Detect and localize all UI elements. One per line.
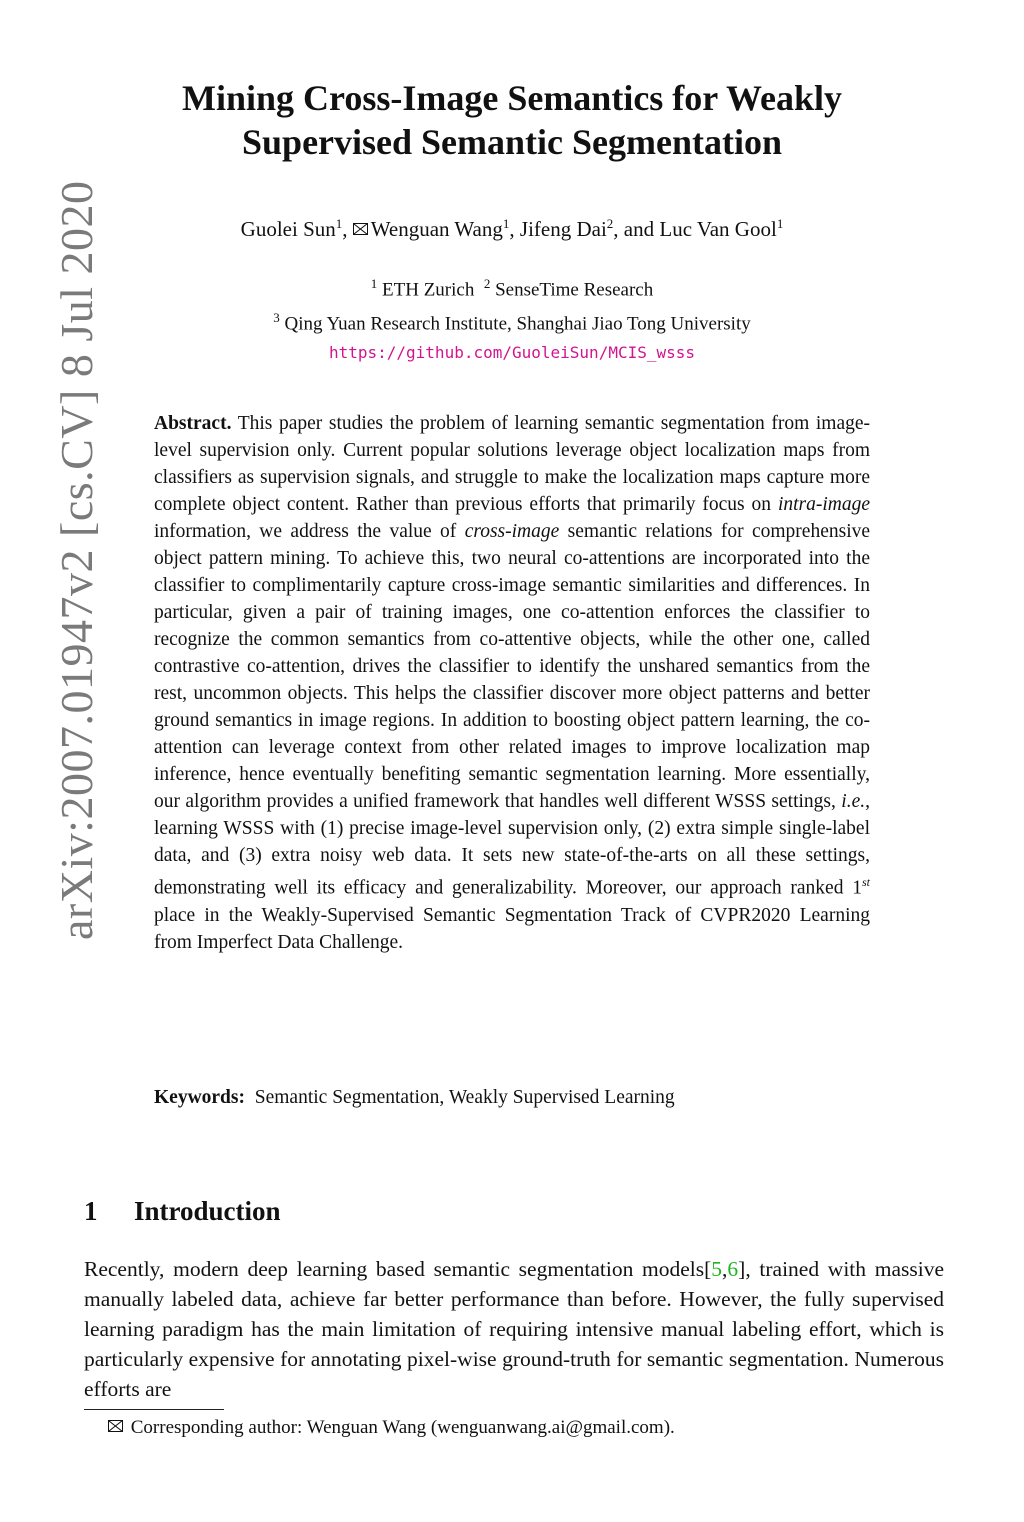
section-heading-introduction <box>84 1196 281 1227</box>
abstract-emphasis-intra-image: intra-image <box>777 494 871 515</box>
keywords-label: Keywords: <box>154 1087 245 1108</box>
section-title: Introduction <box>134 1196 281 1226</box>
abstract-superscript: st <box>861 875 870 889</box>
paper-title <box>110 76 914 164</box>
introduction-paragraph <box>84 1254 944 1404</box>
author-list: Guolei Sun$^1$, Wenguan Wang$^1$, Jifeng Dai$^2$, and Luc Van Gool$^1$ <box>240 216 784 241</box>
abstract-emphasis-ie: i.e. <box>841 791 866 812</box>
author-1: Guolei Sun$^1$ <box>240 216 343 241</box>
affiliation-line-1: $^1$ ETH Zurich $^2$ SenseTime Research <box>370 276 654 301</box>
arxiv-identifier-stamp: arXiv:2007.01947v2 [cs.CV] 8 Jul 2020 <box>51 180 102 940</box>
envelope-icon <box>353 223 368 235</box>
citation-link-5[interactable]: 5 <box>711 1257 723 1281</box>
title-line-2: Supervised Semantic Segmentation <box>242 122 782 162</box>
abstract-label: Abstract. <box>154 413 232 434</box>
intro-text-2: ], trained with massive manually labeled data, achieve far better performance than before. However, the fully supervised learning paradigm has the main limitation of requiring intensive manual labeling effort, which is particularly expensive for annotating pixel-wise ground-truth for semantic segmentation. Numerous efforts are <box>84 1257 944 1401</box>
intro-text-1: Recently, modern deep learning based semantic segmentation models[ <box>84 1257 712 1281</box>
citation-link-6[interactable]: 6 <box>727 1257 739 1281</box>
abstract-text-2: information, we address the value of <box>154 521 457 542</box>
keywords-text: Semantic Segmentation, Weakly Supervised Learning <box>254 1087 675 1108</box>
abstract-text-1: This paper studies the problem of learning semantic segmentation from image-level supervision only. Current popular solutions leverage object localization maps from classifiers as supervision signals, and struggle to make the localization maps capture more complete object content. Rather than previous efforts that primarily focus on <box>154 413 871 515</box>
footnote-divider <box>84 1409 224 1410</box>
citation-separator: , <box>722 1257 728 1281</box>
affiliation-line-2: $^3$ Qing Yuan Research Institute, Shanghai Jiao Tong University <box>273 310 751 335</box>
keywords <box>154 1087 870 1109</box>
abstract-emphasis-cross-image: cross-image <box>464 521 560 542</box>
abstract-text-5: place in the Weakly-Supervised Semantic Segmentation Track of CVPR2020 Learning from Imperfect Data Challenge. <box>154 904 870 953</box>
author-2: Wenguan Wang$^1$ <box>353 217 510 241</box>
footnote-text: Corresponding author: Wenguan Wang (wenguanwang.ai@gmail.com). <box>130 1417 675 1438</box>
section-number: 1 <box>84 1196 98 1226</box>
abstract-text-3: semantic relations for comprehensive object pattern mining. To achieve this, two neural co-attentions are incorporated into the classifier to complimentarily capture cross-image semantic similarities and differences. In particular, given a pair of training images, one co-attention enforces the classifier to recognize the common semantics from co-attentive objects, while the other one, called contrastive co-attention, drives the classifier to identify the unshared semantics from the rest, uncommon objects. This helps the classifier discover more object patterns and better ground semantics in image regions. In addition to boosting object pattern learning, the co-attention can leverage context from other related images to improve localization map inference, hence eventually benefiting semantic segmentation learning. More essentially, our algorithm provides a unified framework that handles well different WSSS settings, <box>154 521 871 812</box>
envelope-icon <box>108 1420 123 1432</box>
footnote-corresponding-author <box>108 1417 675 1439</box>
author-4: Luc Van Gool$^1$ <box>659 216 784 241</box>
affiliations <box>110 270 914 367</box>
abstract <box>154 410 870 956</box>
code-repository-link[interactable]: https://github.com/GuoleiSun/MCIS_wsss <box>328 342 696 362</box>
abstract-text-4: , learning WSSS with (1) precise image-level supervision only, (2) extra simple single-label data, and (3) extra noisy web data. It sets new state-of-the-arts on all these settings, demonstrating well its efficacy and generalizability. Moreover, our approach ranked 1 <box>154 791 870 899</box>
author-3: Jifeng Dai$^2$ <box>519 216 614 241</box>
title-line-1: Mining Cross-Image Semantics for Weakly <box>181 78 842 118</box>
